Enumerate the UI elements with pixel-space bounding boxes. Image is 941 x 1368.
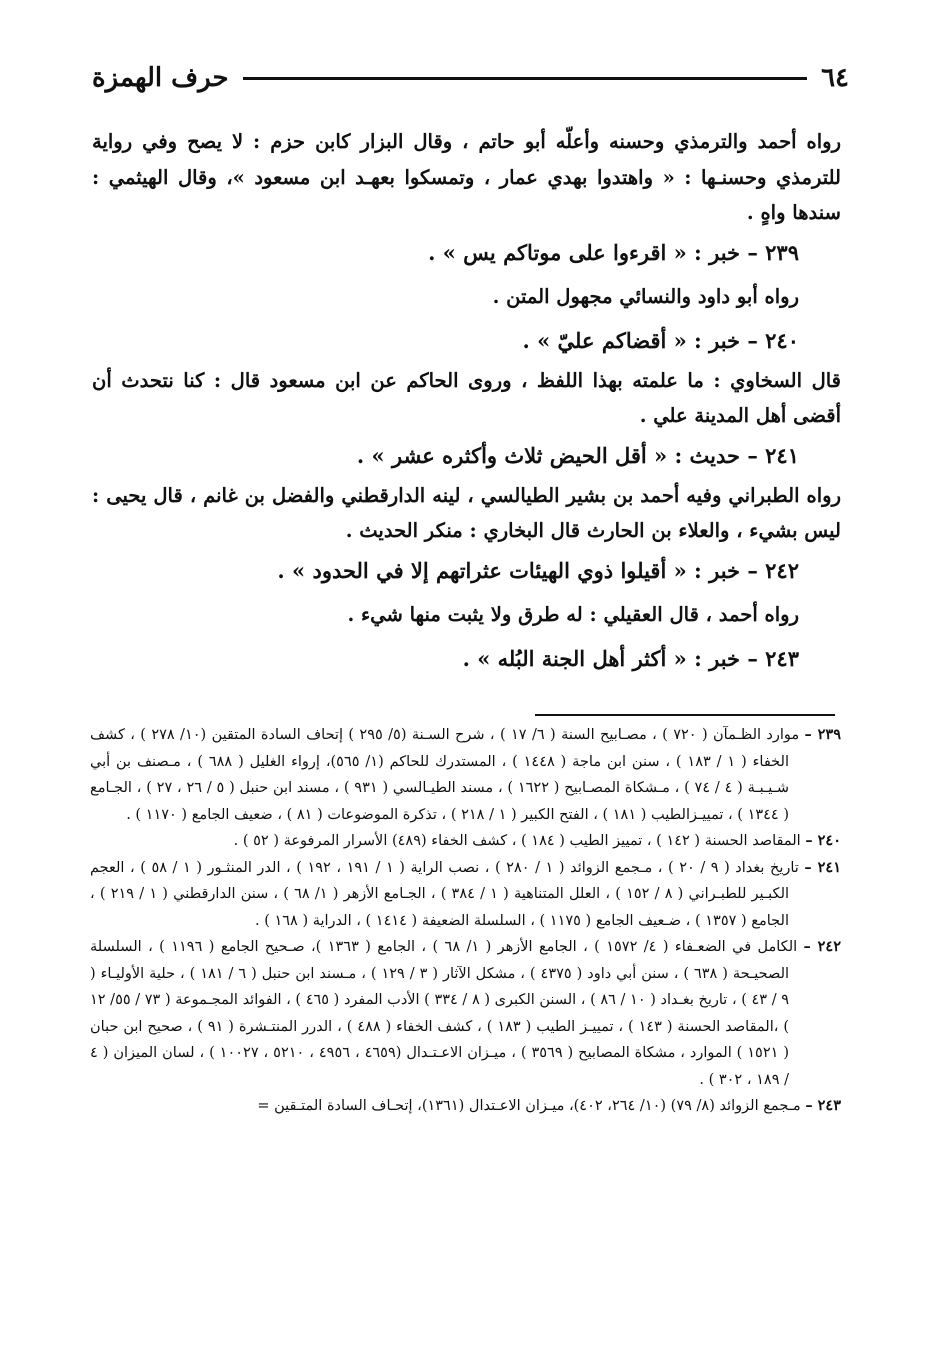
entry-242-heading: ٢٤٢ – خبر : « أقيلوا ذوي الهيئات عثراتهم إلا في الحدود » . [277, 557, 799, 583]
footnote-text: الكامل في الضعـفاء ( ٤/ ١٥٧٢ ) ، الجامع الأزهر ( ١/ ٦٨ ) ، الجامع ( ١٣٦٣ )، صـحيح الجامع ( ١١٩٦ ) ، السلسلة الصحيـحة ( ٦٣٨ ) ، سنن أبي داود ( ٤٣٧٥ ) ، مشكل الآثار ( ٣ / ١٢٩ ) ، مـسند ابن حنبل ( ٦ / ١٨١ ) ، حلية الأوليـاء ( ٩ / ٤٣ ) ، تاريخ بغـداد ( ١٠ / ٨٦ ) ، السنن الكبرى ( ٨ / ٣٣٤ ) الأدب المفرد ( ٤٦٥ ) ، الفوائد المجـموعة ( ٧٣ / ٥٥/ ١٢ ) ،المقاصد الحسنة ( ١٤٣ ) ، تمييـز الطيب ( ١٨٣ ) ، كشف الخفاء ( ٤٨٨ ) ، الدرر المنتـشرة ( ٩١ ) ، صحيح ابن حبان ( ١٥٢١ ) الموارد ، مشكاة المصابيح ( ٣٥٦٩ ) ، ميـزان الاعـتـدال (٤٦٥٩ ، ٤٩٥٦ ، ٥٢١٠ ، ١٠٠٢٧ ) ، لسان الميزان ( ٤ / ١٨٩ ، ٣٠٢ ) . [90, 939, 798, 1088]
paragraph-1: رواه أحمد والترمذي وحسنه وأعلّه أبو حاتم ، وقال البزار كابن حزم : لا يصح وفي رواية للترمذي وحسنـها : « واهتدوا بهدي عمار ، وتمسكوا بعهـد ابن مسعود »، وقال الهيثمي : سندها واهٍ . [92, 130, 841, 224]
header-rule [243, 77, 808, 80]
page-number: ٦٤ [821, 63, 849, 93]
paragraph-3: رواه الطبراني وفيه أحمد بن بشير الطيالسي ، لينه الدارقطني والفضل بن غانم ، قال يحيى : ليس بشيء ، والعلاء بن الحارث قال البخاري : منكر الحديث . [92, 483, 841, 542]
footnote-number: ٢٤٠ – [805, 832, 841, 849]
footnote-text: موارد الظـمآن ( ٧٢٠ ) ، مصـابيح السنة ( ٦/ ١٧ ) ، شرح السـنة (٥/ ٢٩٥ ) إتحاف السادة المتقين (١٠/ ٢٧٨ ) ، كشف الخفاء ( ١ / ١٨٣ ) ، سنن ابن ماجة ( ١٤٤٨ ) ، المستدرك للحاكم (١/ ٥٦٥)، إرواء الغليل ( ٦٨٨ ) ، مـصنف بن أبي شـيـبـة ( ٤ / ٧٤ ) ، مـشكاة المصـابيح ( ١٦٢٢ ) ، مسند الطيـالسي ( ٩٣١ ) ، مسند ابن حنبل ( ٥ / ٢٦ ، ٢٧ ) ، الجـامع ( ١٣٤٤ ) ، تمييـزالطيب ( ١٨١ ) ، الفتح الكبير ( ١ / ٢١٨ ) ، تذكرة الموضوعات ( ٨١ ) ، ضعيف الجامع ( ١١٧٠ ) . [90, 727, 800, 823]
footnote-241 [90, 855, 841, 935]
footnote-243 [90, 1093, 841, 1120]
footnote-number: ٢٤٢ – [803, 938, 842, 955]
footnote-240 [90, 828, 841, 855]
footnote-text: مـجمع الزوائد (٨/ ٧٩) (١٠/ ٢٦٤، ٤٠٢)، ميـزان الاعـتدال (١٣٦١)، إتحـاف السادة المتـقين = [257, 1098, 801, 1114]
footnote-number: ٢٤٣ – [805, 1097, 841, 1114]
footnote-number: ٢٤١ – [804, 858, 842, 876]
footnote-number: ٢٣٩ – [804, 726, 841, 743]
paragraph-2: قال السخاوي : ما علمته بهذا اللفظ ، وروى الحاكم عن ابن مسعود قال : كنا نتحدث أن أقضى أهل المدينة علي . [92, 368, 841, 427]
page-header [92, 56, 849, 100]
main-text [92, 124, 841, 681]
footnotes [90, 722, 841, 1120]
chapter-title: حرف الهمزة [92, 63, 229, 93]
footnote-242 [90, 934, 841, 1093]
footnote-text: تاريخ بغداد ( ٩ / ٢٠ ) ، مـجمع الزوائد ( ١ / ٢٨٠ ) ، نصب الراية ( ١ / ١٩١ ، ١٩٢ ) ، الدر المنثـور ( ١ / ٥٨ ) ، العجم الكبـير للطبـراني ( ٨ / ١٥٢ ) ، العلل المتناهية ( ١ / ٣٨٤ ) ، الجـامع الأزهر ( ١/ ٦٨ ) ، سنن الدارقطني ( ١ / ٢١٩ ) ، الجامع ( ١٣٥٧ ) ، ضـعيف الجامع ( ١١٧٥ ) ، السلسلة الضعيفة ( ١٤١٤ ) ، الدراية ( ١٦٨ ) . [90, 859, 799, 929]
footnote-text: المقاصد الحسنة ( ١٤٢ ) ، تمييز الطيب ( ١٨٤ ) ، كشف الخفاء (٤٨٩) الأسرار المرفوعة ( ٥٢ ) . [233, 833, 801, 849]
entry-239-note: رواه أبو داود والنسائي مجهول المتن . [492, 284, 799, 308]
entry-243-heading: ٢٤٣ – خبر : « أكثر أهل الجنة البُله » . [462, 645, 799, 671]
footnote-separator [535, 714, 835, 716]
entry-241-heading: ٢٤١ – حديث : « أقل الحيض ثلاث وأكثره عشر » . [356, 442, 799, 468]
entry-240-heading: ٢٤٠ – خبر : « أقضاكم عليّ » . [522, 327, 799, 353]
footnote-239 [90, 722, 841, 828]
entry-239-heading: ٢٣٩ – خبر : « اقرءوا على موتاكم يس » . [428, 239, 799, 265]
entry-242-note: رواه أحمد ، قال العقيلي : له طرق ولا يثبت منها شيء . [347, 602, 799, 626]
